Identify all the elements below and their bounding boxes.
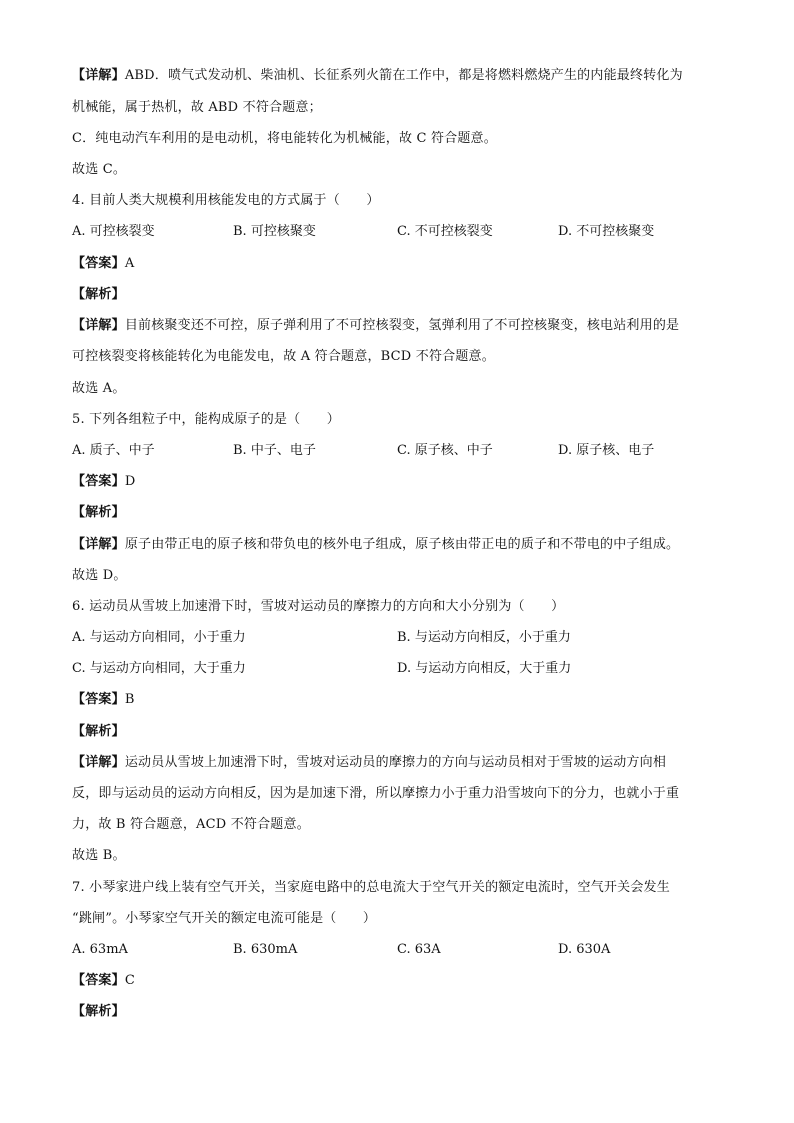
q6-option-c: C. 与运动方向相同，大于重力 xyxy=(72,661,246,676)
q6-answer: B xyxy=(124,692,135,707)
q5-option-a: A. 质子、中子 xyxy=(72,443,155,458)
q6-detail-line-3: 力，故 B 符合题意，ACD 不符合题意。 xyxy=(72,817,310,832)
q7-option-c: C. 63A xyxy=(397,942,441,957)
q6-answer-line xyxy=(72,691,135,709)
q5-answer-tag: 【答案】 xyxy=(72,474,125,489)
q4-option-d: D. 不可控核聚变 xyxy=(558,224,655,239)
q6-detail-line-1 xyxy=(72,754,666,772)
q4-option-c: C. 不可控核裂变 xyxy=(397,224,493,239)
q5-analysis-tag: 【解析】 xyxy=(72,505,125,520)
q6-answer-tag: 【答案】 xyxy=(72,692,125,707)
q4-detail-line-2: 可控核裂变将核能转化为电能发电，故 A 符合题意，BCD 不符合题意。 xyxy=(72,349,495,364)
q6-conclusion: 故选 B。 xyxy=(72,848,126,863)
q7-answer-tag: 【答案】 xyxy=(72,973,125,988)
q5-option-b: B. 中子、电子 xyxy=(233,443,316,458)
q4-question: 4. 目前人类大规模利用核能发电的方式属于（ ） xyxy=(72,193,380,208)
q3-conclusion: 故选 C。 xyxy=(72,162,127,177)
q6-option-a: A. 与运动方向相同，小于重力 xyxy=(72,630,246,645)
q4-conclusion: 故选 A。 xyxy=(72,381,126,396)
q4-analysis-tag: 【解析】 xyxy=(72,287,125,302)
q6-question: 6. 运动员从雪坡上加速滑下时，雪坡对运动员的摩擦力的方向和大小分别为（ ） xyxy=(72,599,565,614)
q4-detail-text-1: 目前核聚变还不可控，原子弹利用了不可控核裂变，氢弹利用了不可控核聚变，核电站利用的是 xyxy=(124,318,680,333)
q6-analysis-tag: 【解析】 xyxy=(72,724,125,739)
q4-answer: A xyxy=(124,256,135,271)
q6-detail-line-2: 反，即与运动员的运动方向相反，因为是加速下滑，所以摩擦力小于重力沿雪坡向下的分力，也就小于重 xyxy=(72,786,680,801)
q3-detail-line-2: 机械能，属于热机，故 ABD 不符合题意； xyxy=(72,100,322,115)
q6-detail-tag: 【详解】 xyxy=(72,755,125,770)
q3-detail-text-1: ABD．喷气式发动机、柴油机、长征系列火箭在工作中，都是将燃料燃烧产生的内能最终转化为 xyxy=(124,68,683,83)
q4-answer-tag: 【答案】 xyxy=(72,256,125,271)
q5-answer-line xyxy=(72,473,135,491)
q7-option-a: A. 63mA xyxy=(72,942,128,957)
q5-option-d: D. 原子核、电子 xyxy=(558,443,655,458)
q3-detail-line-1 xyxy=(72,67,683,85)
q6-option-d: D. 与运动方向相反，大于重力 xyxy=(397,661,572,676)
q5-conclusion: 故选 D。 xyxy=(72,568,127,583)
q5-detail-tag: 【详解】 xyxy=(72,537,125,552)
q7-question-line-2: “跳闸”。小琴家空气开关的额定电流可能是（ ） xyxy=(72,911,377,926)
q5-question: 5. 下列各组粒子中，能构成原子的是（ ） xyxy=(72,412,340,427)
q5-answer: D xyxy=(124,474,136,489)
q4-detail-line-1 xyxy=(72,317,679,335)
q3-detail-tag: 【详解】 xyxy=(72,68,125,83)
q4-detail-tag: 【详解】 xyxy=(72,318,125,333)
q4-answer-line xyxy=(72,255,134,273)
q7-option-d: D. 630A xyxy=(558,942,611,957)
q4-option-b: B. 可控核聚变 xyxy=(233,224,316,239)
q7-answer-line xyxy=(72,972,135,990)
q6-option-b: B. 与运动方向相反，小于重力 xyxy=(397,630,571,645)
q6-detail-text-1: 运动员从雪坡上加速滑下时，雪坡对运动员的摩擦力的方向与运动员相对于雪坡的运动方向相 xyxy=(124,755,667,770)
q5-detail-text-1: 原子由带正电的原子核和带负电的核外电子组成，原子核由带正电的质子和不带电的中子组成。 xyxy=(124,537,680,552)
q5-detail-line-1 xyxy=(72,536,679,554)
q7-option-b: B. 630mA xyxy=(233,942,298,957)
q7-question-line-1: 7. 小琴家进户线上装有空气开关，当家庭电路中的总电流大于空气开关的额定电流时，空气开关会发生 xyxy=(72,880,670,895)
q4-option-a: A. 可控核裂变 xyxy=(72,224,155,239)
q3-detail-line-3: C．纯电动汽车利用的是电动机，将电能转化为机械能，故 C 符合题意。 xyxy=(72,131,497,146)
q5-option-c: C. 原子核、中子 xyxy=(397,443,493,458)
q7-answer: C xyxy=(124,973,135,988)
q7-analysis-tag: 【解析】 xyxy=(72,1004,125,1019)
